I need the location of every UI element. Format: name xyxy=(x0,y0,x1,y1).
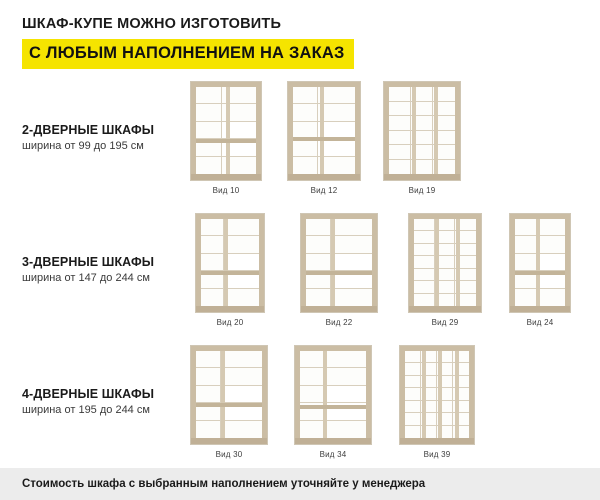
row-2-door xyxy=(0,81,600,195)
footer-bar xyxy=(0,468,600,500)
wardrobe-caption: Вид 20 xyxy=(216,318,244,327)
wardrobe-item[interactable] xyxy=(495,213,585,327)
wardrobe-diagram-vid-19 xyxy=(383,81,461,181)
wardrobe-rows xyxy=(0,81,600,459)
header-line-1: ШКАФ-КУПЕ МОЖНО ИЗГОТОВИТЬ xyxy=(22,16,282,32)
wardrobe-caption: Вид 29 xyxy=(431,318,459,327)
wardrobe-diagram-vid-34 xyxy=(294,345,372,445)
wardrobe-caption: Вид 24 xyxy=(526,318,554,327)
wardrobe-diagram-vid-39 xyxy=(399,345,475,445)
row-2-door-subtitle: ширина от 99 до 195 см xyxy=(22,140,144,152)
row-3-door-subtitle: ширина от 147 до 244 см xyxy=(22,272,150,284)
wardrobe-item[interactable] xyxy=(281,345,385,459)
wardrobe-diagram-vid-22 xyxy=(300,213,378,313)
header xyxy=(0,0,600,69)
wardrobe-diagram-vid-29 xyxy=(408,213,482,313)
wardrobe-item[interactable] xyxy=(177,345,281,459)
row-4-door-subtitle: ширина от 195 до 244 см xyxy=(22,404,150,416)
wardrobe-diagram-vid-12 xyxy=(287,81,361,181)
wardrobe-diagram-vid-10 xyxy=(190,81,262,181)
row-2-door-label xyxy=(22,81,177,152)
wardrobe-item[interactable] xyxy=(177,213,283,327)
row-3-door xyxy=(0,213,600,327)
wardrobe-diagram-vid-24 xyxy=(509,213,571,313)
row-4-door xyxy=(0,345,600,459)
wardrobe-caption: Вид 19 xyxy=(408,186,436,195)
row-2-door-items xyxy=(177,81,600,195)
footer-text: Стоимость шкафа с выбранным наполнением уточняйте у менеджера xyxy=(22,478,426,490)
row-3-door-title: 3-ДВЕРНЫЕ ШКАФЫ xyxy=(22,255,155,269)
wardrobe-item[interactable] xyxy=(275,81,373,195)
wardrobe-diagram-vid-20 xyxy=(195,213,265,313)
wardrobe-item[interactable] xyxy=(395,213,495,327)
wardrobe-item[interactable] xyxy=(177,81,275,195)
wardrobe-caption: Вид 10 xyxy=(212,186,240,195)
row-3-door-items xyxy=(177,213,600,327)
wardrobe-caption: Вид 34 xyxy=(319,450,347,459)
header-line-2-highlight: С ЛЮБЫМ НАПОЛНЕНИЕМ НА ЗАКАЗ xyxy=(22,39,354,69)
wardrobe-item[interactable] xyxy=(373,81,471,195)
wardrobe-diagram-vid-30 xyxy=(190,345,268,445)
row-4-door-title: 4-ДВЕРНЫЕ ШКАФЫ xyxy=(22,387,155,401)
row-4-door-items xyxy=(177,345,600,459)
row-4-door-label xyxy=(22,345,177,416)
wardrobe-caption: Вид 22 xyxy=(325,318,353,327)
wardrobe-caption: Вид 39 xyxy=(423,450,451,459)
wardrobe-item[interactable] xyxy=(385,345,489,459)
wardrobe-caption: Вид 12 xyxy=(310,186,338,195)
wardrobe-caption: Вид 30 xyxy=(215,450,243,459)
wardrobe-item[interactable] xyxy=(283,213,395,327)
row-3-door-label xyxy=(22,213,177,284)
row-2-door-title: 2-ДВЕРНЫЕ ШКАФЫ xyxy=(22,123,155,137)
